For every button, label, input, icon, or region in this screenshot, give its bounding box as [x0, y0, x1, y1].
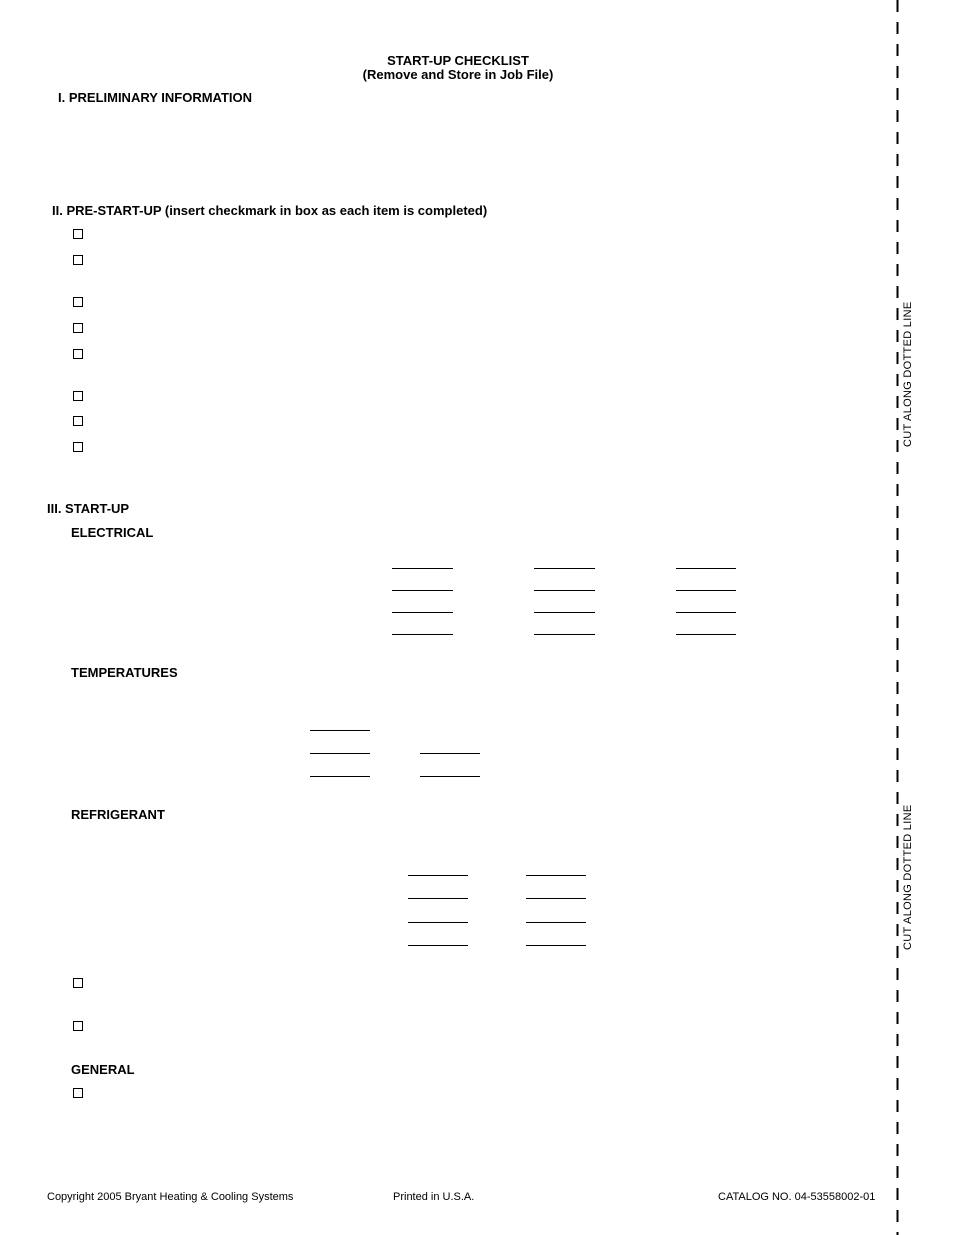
page-subtitle: (Remove and Store in Job File) [362, 67, 554, 82]
general-heading: GENERAL [71, 1062, 135, 1077]
electrical-field-r2c3[interactable] [676, 590, 736, 591]
refrigerant-field-r2c2[interactable] [526, 898, 586, 899]
electrical-field-r1c2[interactable] [534, 568, 595, 569]
refrigerant-field-r3c1[interactable] [408, 922, 468, 923]
electrical-field-r1c3[interactable] [676, 568, 736, 569]
section-startup-heading: III. START-UP [47, 501, 130, 516]
prestart-checkbox-6[interactable] [73, 391, 83, 401]
section-preliminary-heading: I. PRELIMINARY INFORMATION [58, 90, 253, 105]
refrigerant-field-r1c2[interactable] [526, 875, 586, 876]
temperatures-heading: TEMPERATURES [71, 665, 178, 680]
electrical-field-r2c1[interactable] [392, 590, 453, 591]
section-prestart-heading: II. PRE-START-UP (insert checkmark in box as each item is completed) [52, 203, 488, 218]
temperature-field-r3c2[interactable] [420, 776, 480, 777]
prestart-checkbox-3[interactable] [73, 297, 83, 307]
prestart-checkbox-4[interactable] [73, 323, 83, 333]
electrical-field-r4c3[interactable] [676, 634, 736, 635]
refrigerant-field-r3c2[interactable] [526, 922, 586, 923]
electrical-field-r3c2[interactable] [534, 612, 595, 613]
page-title: START-UP CHECKLIST [387, 53, 529, 68]
footer-catalog: CATALOG NO. 04-53558002-01 [718, 1191, 876, 1203]
refrigerant-field-r4c1[interactable] [408, 945, 468, 946]
refrigerant-field-r1c1[interactable] [408, 875, 468, 876]
prestart-checkbox-2[interactable] [73, 255, 83, 265]
general-checkbox-1[interactable] [73, 1088, 83, 1098]
footer-printed: Printed in U.S.A. [393, 1191, 475, 1203]
refrigerant-field-r2c1[interactable] [408, 898, 468, 899]
temperature-field-r1c1[interactable] [310, 730, 370, 731]
refrigerant-heading: REFRIGERANT [71, 807, 165, 822]
cut-label-lower: CUT ALONG DOTTED LINE [902, 804, 914, 950]
refrigerant-checkbox-1[interactable] [73, 978, 83, 988]
electrical-field-r2c2[interactable] [534, 590, 595, 591]
electrical-field-r4c2[interactable] [534, 634, 595, 635]
electrical-field-r3c3[interactable] [676, 612, 736, 613]
electrical-field-r1c1[interactable] [392, 568, 453, 569]
prestart-checkbox-5[interactable] [73, 349, 83, 359]
refrigerant-field-r4c2[interactable] [526, 945, 586, 946]
dashed-cut-line [896, 0, 899, 1235]
temperature-field-r2c1[interactable] [310, 753, 370, 754]
footer-copyright: Copyright 2005 Bryant Heating & Cooling Systems [47, 1191, 294, 1203]
electrical-field-r3c1[interactable] [392, 612, 453, 613]
prestart-checkbox-8[interactable] [73, 442, 83, 452]
cut-label-upper: CUT ALONG DOTTED LINE [902, 301, 914, 447]
temperature-field-r3c1[interactable] [310, 776, 370, 777]
prestart-checkbox-1[interactable] [73, 229, 83, 239]
electrical-field-r4c1[interactable] [392, 634, 453, 635]
refrigerant-checkbox-2[interactable] [73, 1021, 83, 1031]
temperature-field-r2c2[interactable] [420, 753, 480, 754]
prestart-checkbox-7[interactable] [73, 416, 83, 426]
electrical-heading: ELECTRICAL [71, 525, 154, 540]
